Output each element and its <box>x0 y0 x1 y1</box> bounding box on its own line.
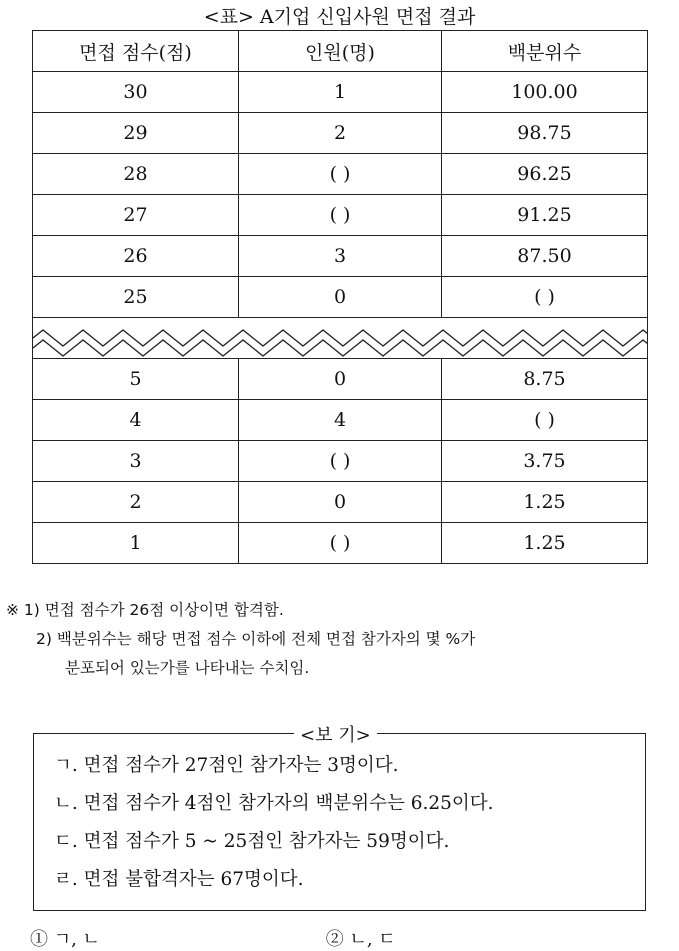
cell-percentile: 1.25 <box>442 523 648 564</box>
table-row <box>33 236 648 277</box>
cell-count: 2 <box>239 113 442 154</box>
table-row <box>33 72 648 113</box>
header-score: 면접 점수(점) <box>33 31 239 72</box>
header-percentile: 백분위수 <box>442 31 648 72</box>
cell-percentile: ( ) <box>442 277 648 318</box>
cell-count: 0 <box>239 482 442 523</box>
cell-count: 4 <box>239 400 442 441</box>
footnote-1: ※ 1) 면접 점수가 26점 이상이면 합격함. <box>6 601 284 619</box>
footnote-2: 2) 백분위수는 해당 면접 점수 이하에 전체 면접 참가자의 몇 %가 <box>36 630 476 648</box>
cell-count: 1 <box>239 72 442 113</box>
table-row <box>33 195 648 236</box>
cell-percentile: 91.25 <box>442 195 648 236</box>
cell-percentile: 87.50 <box>442 236 648 277</box>
header-count: 인원(명) <box>239 31 442 72</box>
bogi-title: <보 기> <box>294 721 377 747</box>
footnote-2-continued: 분포되어 있는가를 나타내는 수치임. <box>65 659 310 677</box>
table-row <box>33 154 648 195</box>
results-table <box>32 30 648 564</box>
cell-count: ( ) <box>239 154 442 195</box>
cell-percentile: 8.75 <box>442 359 648 400</box>
cell-score: 30 <box>33 72 239 113</box>
omission-break-cell <box>33 318 648 359</box>
choice-1[interactable]: ① ㄱ, ㄴ <box>30 929 100 950</box>
table-row <box>33 523 648 564</box>
answer-choices <box>30 925 396 951</box>
cell-percentile: 100.00 <box>442 72 648 113</box>
table-row <box>33 113 648 154</box>
cell-score: 28 <box>33 154 239 195</box>
wave-break-mark <box>33 318 648 361</box>
cell-score: 4 <box>33 400 239 441</box>
table-title: <표> A기업 신입사원 면접 결과 <box>203 6 476 28</box>
cell-count: ( ) <box>239 195 442 236</box>
bogi-box <box>33 725 646 911</box>
cell-score: 5 <box>33 359 239 400</box>
table-row <box>33 441 648 482</box>
bogi-item-rieul: ㄹ. 면접 불합격자는 67명이다. <box>54 869 304 890</box>
cell-score: 3 <box>33 441 239 482</box>
bogi-item-nieun: ㄴ. 면접 점수가 4점인 참가자의 백분위수는 6.25이다. <box>54 793 494 814</box>
cell-count: 3 <box>239 236 442 277</box>
cell-count: ( ) <box>239 523 442 564</box>
table-row <box>33 482 648 523</box>
table-row <box>33 400 648 441</box>
table-row <box>33 359 648 400</box>
cell-score: 2 <box>33 482 239 523</box>
cell-percentile: 1.25 <box>442 482 648 523</box>
bogi-item-digeut: ㄷ. 면접 점수가 5 ~ 25점인 참가자는 59명이다. <box>54 831 450 852</box>
cell-score: 27 <box>33 195 239 236</box>
cell-score: 29 <box>33 113 239 154</box>
cell-count: 0 <box>239 359 442 400</box>
omission-break-row <box>33 318 648 359</box>
cell-percentile: 96.25 <box>442 154 648 195</box>
choice-2[interactable]: ② ㄴ, ㄷ <box>325 929 396 950</box>
cell-percentile: 98.75 <box>442 113 648 154</box>
table-header-row <box>33 31 648 72</box>
cell-score: 25 <box>33 277 239 318</box>
cell-score: 26 <box>33 236 239 277</box>
cell-percentile: ( ) <box>442 400 648 441</box>
cell-percentile: 3.75 <box>442 441 648 482</box>
bogi-item-giyeok: ㄱ. 면접 점수가 27점인 참가자는 3명이다. <box>54 755 399 776</box>
cell-count: 0 <box>239 277 442 318</box>
cell-count: ( ) <box>239 441 442 482</box>
table-row <box>33 277 648 318</box>
cell-score: 1 <box>33 523 239 564</box>
